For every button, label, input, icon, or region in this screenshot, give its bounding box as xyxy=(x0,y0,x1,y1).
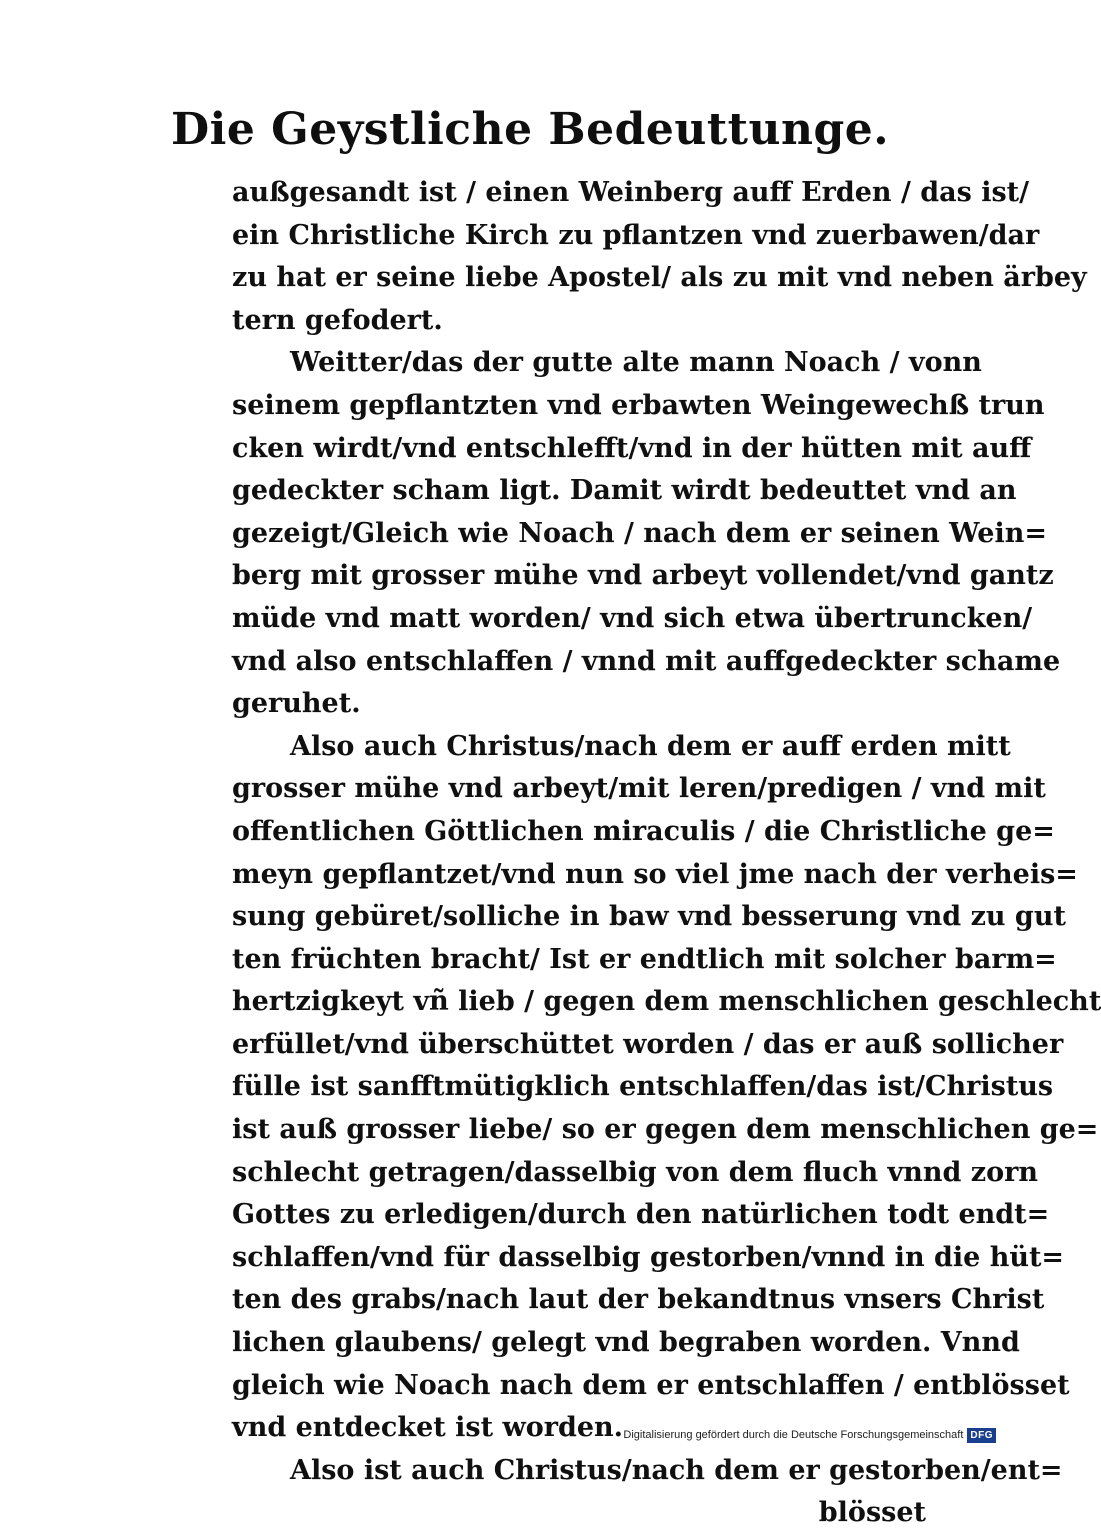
text-line: schlecht getragen/dasselbig von dem fluch vnnd zorn xyxy=(232,1156,1038,1188)
text-line: Gottes zu erledigen/durch den natürlichen todt endt= xyxy=(232,1199,1050,1231)
text-line: geruhet. xyxy=(232,688,361,720)
text-line: berg mit grosser mühe vnd arbeyt vollendet/vnd gantz xyxy=(232,560,1054,592)
text-line: vnd also entschlaffen / vnnd mit auffgedeckter schame xyxy=(232,645,1061,677)
text-line: erfüllet/vnd überschüttet worden / das er auß sollicher xyxy=(232,1028,1064,1060)
text-line: Also ist auch Christus/nach dem er gestorben/ent= xyxy=(290,1454,1063,1486)
digitization-footer xyxy=(623,1425,996,1445)
text-line: ein Christliche Kirch zu pflantzen vnd zuerbawen/dar xyxy=(232,219,1040,251)
text-line: zu hat er seine liebe Apostel/ als zu mit vnd neben ärbey xyxy=(232,262,1087,294)
funding-notice: Digitalisierung gefördert durch die Deutsche Forschungsgemeinschaft xyxy=(623,1429,964,1441)
text-line: vnd entdecket ist worden. xyxy=(232,1412,624,1444)
text-line: lichen glaubens/ gelegt vnd begraben worden. Vnnd xyxy=(232,1327,1020,1359)
text-line: meyn gepflantzet/vnd nun so viel jme nach der verheis= xyxy=(232,858,1078,890)
text-line: sung gebüret/solliche in baw vnd besserung vnd zu gut xyxy=(232,901,1066,933)
text-line: fülle ist sanfftmütigklich entschlaffen/das ist/Christus xyxy=(232,1071,1054,1103)
text-line: gezeigt/Gleich wie Noach / nach dem er seinen Wein= xyxy=(232,517,1047,549)
text-line: gedeckter scham ligt. Damit wirdt bedeuttet vnd an xyxy=(232,475,1017,507)
text-line: cken wirdt/vnd entschlefft/vnd in der hütten mit auff xyxy=(232,432,1032,464)
text-line: grosser mühe vnd arbeyt/mit leren/predigen / vnd mit xyxy=(232,773,1046,805)
text-line: müde vnd matt worden/ vnd sich etwa übertruncken/ xyxy=(232,602,1033,634)
text-line: gleich wie Noach nach dem er entschlaffen / entblösset xyxy=(232,1369,1070,1401)
text-line: Weitter/das der gutte alte mann Noach / vonn xyxy=(290,347,982,379)
text-line: tern gefodert. xyxy=(232,304,443,336)
text-line: Also auch Christus/nach dem er auff erden mitt xyxy=(290,730,1011,762)
text-line: außgesandt ist / einen Weinberg auff Erden / das ist/ xyxy=(232,177,1029,208)
text-line: schlaffen/vnd für dasselbig gestorben/vnnd in die hüt= xyxy=(232,1241,1065,1273)
text-line: hertzigkeyt vñ lieb / gegen dem menschlichen geschlecht xyxy=(232,986,1101,1018)
text-line: ten früchten bracht/ Ist er endtlich mit solcher barm= xyxy=(232,943,1057,975)
catchword: blösset xyxy=(818,1497,926,1529)
text-line: offentlichen Göttlichen miraculis / die Christliche ge= xyxy=(232,815,1055,847)
text-line: ist auß grosser liebe/ so er gegen dem menschlichen ge= xyxy=(232,1114,1099,1146)
text-line: seinem gepflantzten vnd erbawten Weingewechß trun xyxy=(232,389,1045,421)
text-line: ten des grabs/nach laut der bekandtnus vnsers Christ xyxy=(232,1284,1045,1316)
dfg-logo: DFG xyxy=(967,1428,996,1443)
running-head: Die Geystliche Bedeuttunge. xyxy=(170,104,890,155)
